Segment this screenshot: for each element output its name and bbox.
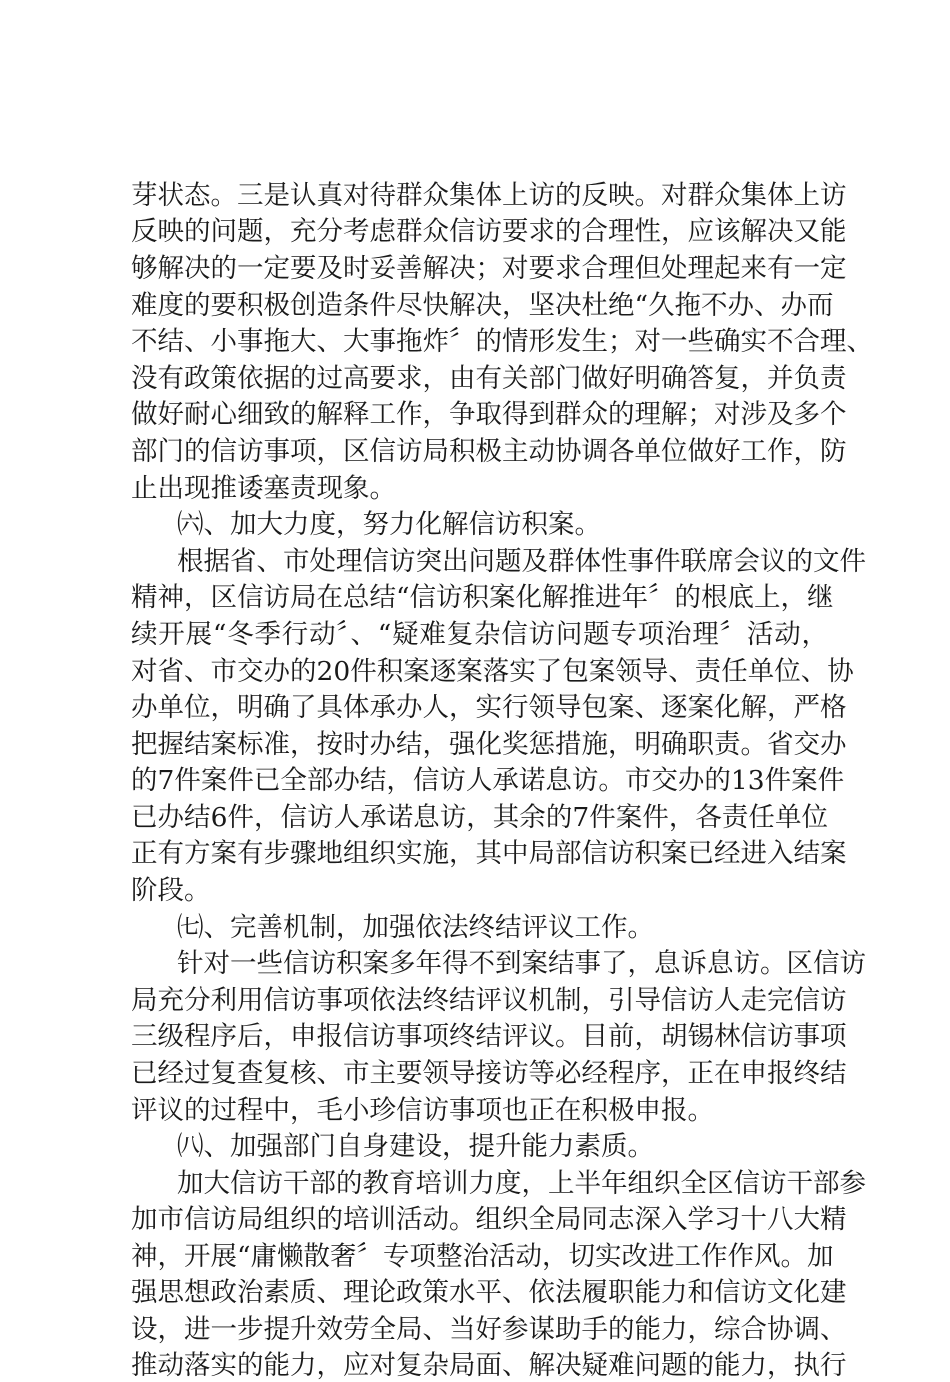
text-line: 反映的问题，充分考虑群众信访要求的合理性，应该解决又能 — [131, 216, 847, 247]
text-line: 部门的信访事项，区信访局积极主动协调各单位做好工作，防 — [131, 436, 847, 467]
text-line: 局充分利用信访事项依法终结评议机制，引导信访人走完信访 — [131, 985, 847, 1016]
text-line: 阶段。 — [131, 875, 211, 906]
text-line: 正有方案有步骤地组织实施，其中局部信访积案已经进入结案 — [131, 838, 847, 869]
text-line: 芽状态。三是认真对待群众集体上访的反映。对群众集体上访 — [131, 180, 847, 211]
text-line: 评议的过程中，毛小珍信访事项也正在积极申报。 — [131, 1095, 714, 1126]
text-line: 对省、市交办的20件积案逐案落实了包案领导、责任单位、协 — [131, 656, 854, 687]
text-line: 已办结6件，信访人承诺息访，其余的7件案件，各责任单位 — [131, 802, 828, 833]
text-line: 够解决的一定要及时妥善解决；对要求合理但处理起来有一定 — [131, 253, 847, 284]
text-line: 根据省、市处理信访突出问题及群体性事件联席会议的文件 — [177, 546, 866, 577]
text-line: 神，开展“庸懒散奢〞专项整治活动，切实改进工作作风。加 — [131, 1241, 834, 1272]
text-line: 把握结案标准，按时办结，强化奖惩措施，明确职责。省交办 — [131, 729, 847, 760]
text-line: 没有政策依据的过高要求，由有关部门做好明确答复，并负责 — [131, 363, 847, 394]
text-line: 加市信访局组织的培训活动。组织全局同志深入学习十八大精 — [131, 1204, 847, 1235]
text-line: 做好耐心细致的解释工作，争取得到群众的理解；对涉及多个 — [131, 399, 847, 430]
text-line: 精神，区信访局在总结“信访积案化解推进年〞的根底上，继 — [131, 582, 834, 613]
section-heading: ㈧、加强部门自身建设，提升能力素质。 — [177, 1131, 654, 1162]
text-line: 已经过复查复核、市主要领导接访等必经程序，正在申报终结 — [131, 1058, 847, 1089]
text-line: 推动落实的能力，应对复杂局面、解决疑难问题的能力，执行 — [131, 1350, 847, 1381]
text-line: 加大信访干部的教育培训力度，上半年组织全区信访干部参 — [177, 1168, 866, 1199]
text-line: 设，进一步提升效劳全局、当好参谋助手的能力，综合协调、 — [131, 1314, 847, 1345]
text-line: 不结、小事拖大、大事拖炸〞的情形发生；对一些确实不合理、 — [131, 326, 873, 357]
text-line: 针对一些信访积案多年得不到案结事了，息诉息访。区信访 — [177, 948, 866, 979]
section-heading: ㈦、完善机制，加强依法终结评议工作。 — [177, 912, 654, 943]
text-line: 强思想政治素质、理论政策水平、依法履职能力和信访文化建 — [131, 1277, 847, 1308]
section-heading: ㈥、加大力度，努力化解信访积案。 — [177, 509, 601, 540]
text-line: 三级程序后，申报信访事项终结评议。目前，胡锡林信访事项 — [131, 1021, 847, 1052]
text-line: 难度的要积极创造条件尽快解决，坚决杜绝“久拖不办、办而 — [131, 290, 834, 321]
text-line: 续开展“冬季行动〞、“疑难复杂信访问题专项治理〞活动， — [131, 619, 828, 650]
text-line: 办单位，明确了具体承办人，实行领导包案、逐案化解，严格 — [131, 692, 847, 723]
text-line: 止出现推诿塞责现象。 — [131, 473, 396, 504]
text-line: 的7件案件已全部办结，信访人承诺息访。市交办的13件案件 — [131, 765, 845, 796]
